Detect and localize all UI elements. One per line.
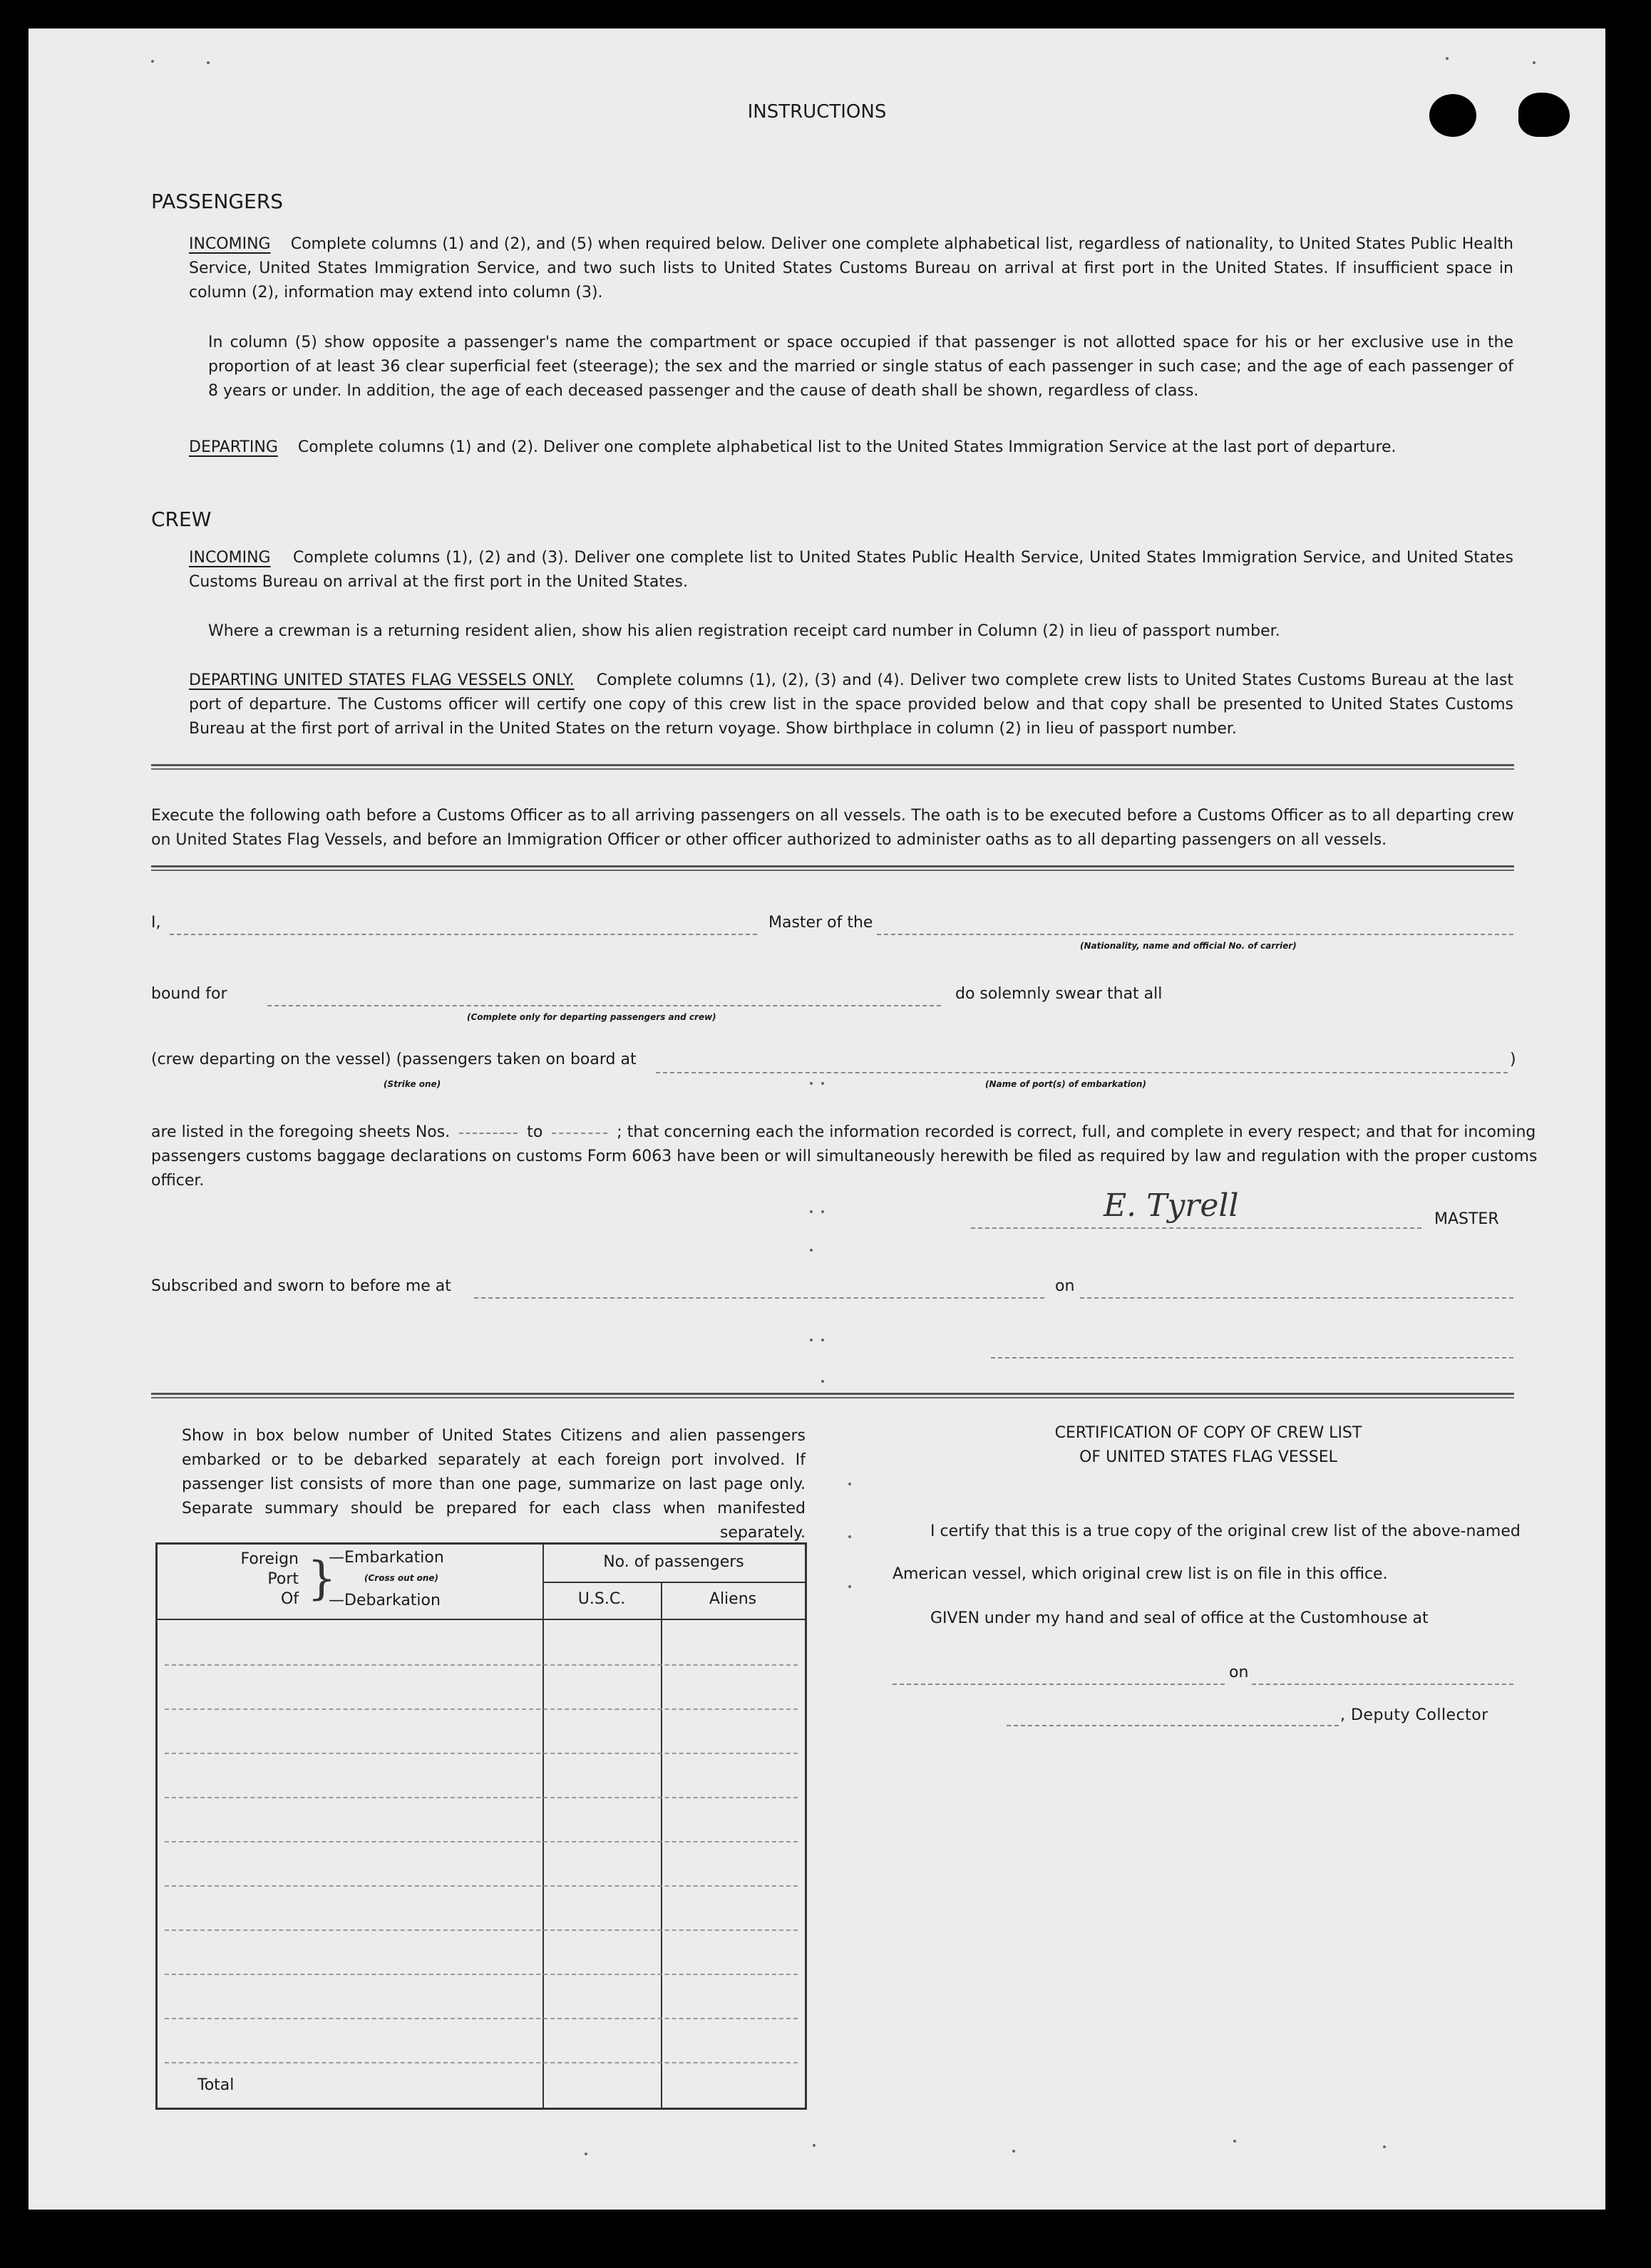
crew-departing-text: Complete columns (1), (2), (3) and (4). Deliver two complete crew lists to United States Customs Bureau at the last port of departure. The Customs officer will certify one copy of this crew list in the space provided below and that copy shall be presented to United States Customs Bureau at the first port of arrival in the United States on the return voyage. Show birthplace in column (2) in lieu of passport number. [189, 671, 1513, 738]
listed-line-1 [151, 1120, 1536, 1145]
scan-speck [813, 2144, 816, 2147]
subscribed-on-label: on [1055, 1277, 1075, 1295]
certification-date-field[interactable] [1252, 1684, 1513, 1685]
scan-speck [1533, 61, 1536, 64]
listed-to: to [527, 1123, 543, 1141]
scan-speck [821, 1082, 824, 1085]
certification-title-2: OF UNITED STATES FLAG VESSEL [1079, 1448, 1337, 1466]
master-of-label: Master of the [768, 914, 873, 932]
page-title: INSTRUCTIONS [747, 101, 887, 123]
col-port: Port [267, 1570, 299, 1588]
embarkation-label: —Embarkation [329, 1549, 444, 1567]
scan-speck [1446, 57, 1449, 60]
listed-prefix: are listed in the foregoing sheets Nos. [151, 1123, 451, 1141]
listed-rest: ; that concerning each the information recorded is correct, full, and complete in every respect; and that for incoming [617, 1123, 1536, 1141]
scan-speck [821, 1339, 824, 1341]
scan-speck [848, 1585, 851, 1588]
oath-i-label: I, [151, 914, 161, 932]
subscribed-label: Subscribed and sworn to before me at [151, 1277, 451, 1295]
certification-title-1: CERTIFICATION OF COPY OF CREW LIST [1054, 1424, 1362, 1442]
subscribed-place-field[interactable] [474, 1297, 1044, 1299]
crew-departing-oath: (crew departing on the vessel) (passengers taken on board at [151, 1051, 637, 1068]
sheet-from-field[interactable] [459, 1133, 518, 1134]
crew-heading: CREW [151, 507, 212, 531]
close-paren: ) [1510, 1051, 1516, 1068]
bound-for-field[interactable] [267, 1005, 941, 1006]
cross-out-caption: (Cross out one) [364, 1573, 439, 1583]
no-passengers-header: No. of passengers [603, 1553, 744, 1571]
col-foreign: Foreign [240, 1550, 299, 1568]
passengers-column5-text: In column (5) show opposite a passenger's name the compartment or space occupied if that passenger is not allotted space for his or her exclusive use in the proportion of at least 36 clear superficial feet (steerage); the sex and the married or single status of each passenger in such case; and the age of each passenger of 8 years or under. In addition, the age of each deceased passenger and the cause of death shall be shown, regardless of class. [208, 334, 1513, 400]
scan-speck [207, 61, 210, 64]
passengers-departing-text: Complete columns (1) and (2). Deliver one complete alphabetical list to the United States Immigration Service at the last port of departure. [297, 438, 1397, 456]
officer-signature-field[interactable] [991, 1357, 1513, 1359]
scan-speck [1383, 2145, 1386, 2148]
bound-for-label: bound for [151, 985, 227, 1003]
scan-speck [848, 1483, 851, 1485]
crew-departing-label: DEPARTING UNITED STATES FLAG VESSELS ONLY. [189, 671, 575, 689]
certification-on-label: on [1229, 1664, 1249, 1681]
ports-caption: (Name of port(s) of embarkation) [985, 1079, 1146, 1089]
summary-instructions: Show in box below number of United States Citizens and alien passengers embarked or to be debarked separately at each foreign port involved. If passenger list consists of more than one page, summarize on last page only. Separate summary should be prepared for each class when manifested separately. [182, 1427, 806, 1542]
scan-speck [821, 1380, 824, 1383]
brace-icon: } [307, 1552, 336, 1605]
passengers-incoming-label: INCOMING [189, 235, 271, 253]
crew-departing-paragraph [189, 669, 1513, 741]
scan-speck [810, 1210, 813, 1213]
master-label: MASTER [1434, 1210, 1499, 1228]
scan-speck [1012, 2150, 1015, 2153]
crew-incoming-label: INCOMING [189, 549, 271, 567]
deputy-collector-label: , Deputy Collector [1340, 1706, 1488, 1724]
crew-incoming-text: Complete columns (1), (2) and (3). Deliver one complete list to United States Public Health Service, United States Immigration Service, and United States Customs Bureau on arrival at the first port in the United States. [189, 549, 1513, 591]
swear-text: do solemnly swear that all [955, 985, 1163, 1003]
bound-for-caption: (Complete only for departing passengers and crew) [467, 1012, 716, 1022]
debarkation-label: —Debarkation [329, 1592, 441, 1609]
given-text: GIVEN under my hand and seal of office at the Customhouse at [930, 1609, 1429, 1627]
scan-speck [810, 1339, 813, 1341]
scan-speck [821, 1210, 824, 1213]
passengers-incoming-text: Complete columns (1) and (2), and (5) when required below. Deliver one complete alphabetical list, regardless of nationality, to United States Public Health Service, United States Immigration Service, and two such lists to United States Customs Bureau on arrival at first port in the United States. If insufficient space in column (2), information may extend into column (3). [189, 235, 1513, 301]
certify-line-1: I certify that this is a true copy of the original crew list of the above-named [930, 1522, 1521, 1540]
oath-instructions: Execute the following oath before a Customs Officer as to all arriving passengers on all vessels. The oath is to be executed before a Customs Officer as to all departing crew on United States Flag Vessels, and before an Immigration Officer or other officer authorized to administer oaths as to all departing passengers on all vessels. [151, 807, 1514, 849]
deputy-signature-field[interactable] [1007, 1725, 1339, 1726]
divider-1 [151, 764, 1514, 770]
certify-line-2: American vessel, which original crew list is on file in this office. [893, 1565, 1388, 1583]
total-label: Total [197, 2076, 235, 2094]
listed-line-2: passengers customs baggage declarations on customs Form 6063 have been or will simultaneously herewith be filed as required by law and regulation with the proper customs [151, 1148, 1538, 1165]
listed-line-3: officer. [151, 1172, 205, 1190]
divider-3 [151, 1393, 1514, 1398]
master-signature-field[interactable] [971, 1227, 1421, 1229]
carrier-caption: (Nationality, name and official No. of carrier) [1080, 941, 1297, 951]
customhouse-field[interactable] [893, 1684, 1225, 1685]
sheet-to-field[interactable] [552, 1133, 607, 1134]
strike-caption: (Strike one) [384, 1079, 441, 1089]
subscribed-date-field[interactable] [1080, 1297, 1513, 1299]
carrier-field[interactable] [877, 934, 1513, 935]
divider-2 [151, 865, 1514, 871]
col-of: Of [280, 1590, 299, 1608]
usc-header: U.S.C. [577, 1590, 626, 1608]
passengers-departing-paragraph [189, 435, 1513, 460]
summary-table [155, 1542, 807, 2110]
master-signature: E. Tyrell [1104, 1187, 1239, 1224]
crew-resident-text: Where a crewman is a returning resident alien, show his alien registration receipt card number in Column (2) in lieu of passport number. [208, 622, 1280, 640]
aliens-header: Aliens [709, 1590, 757, 1608]
embarkation-ports-field[interactable] [656, 1072, 1508, 1073]
scan-speck [151, 60, 154, 63]
form-sheet [29, 29, 1605, 2210]
scan-speck [810, 1082, 813, 1085]
passengers-incoming-paragraph [189, 232, 1513, 305]
scan-speck [1233, 2140, 1236, 2143]
scan-speck [810, 1249, 813, 1252]
crew-incoming-paragraph [189, 546, 1513, 594]
master-name-field[interactable] [170, 934, 757, 935]
scan-speck [848, 1535, 851, 1538]
passengers-departing-label: DEPARTING [189, 438, 278, 456]
scan-speck [585, 2153, 587, 2155]
passengers-heading: PASSENGERS [151, 190, 284, 213]
